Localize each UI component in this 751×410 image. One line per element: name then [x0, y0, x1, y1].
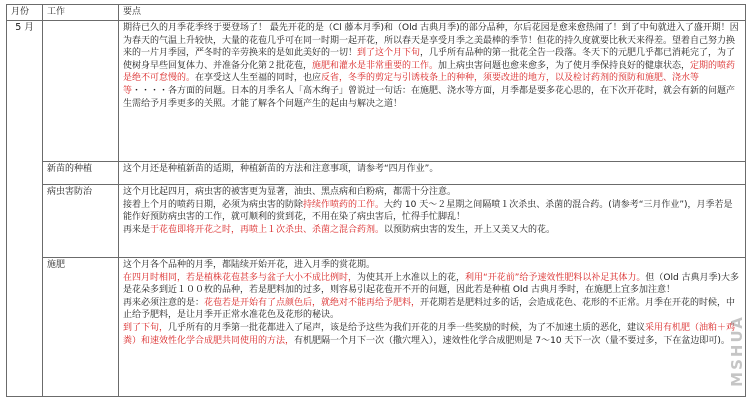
intro-row: [7, 21, 746, 162]
header-month: 月份: [7, 5, 43, 21]
body-text: 在享受这人生至福的同时，也应: [195, 73, 322, 84]
highlight-text: 在四月时相同，若是植株花苞甚多与盆子大小不成比例时，: [123, 272, 358, 283]
new-shoots-text: [119, 162, 746, 185]
care-schedule-table: [6, 4, 746, 397]
intro-text: [119, 21, 746, 162]
watermark: [722, 300, 748, 410]
pest-row: [7, 185, 746, 258]
highlight-text: 持续作喷药的工作。: [303, 199, 385, 210]
body-text: 大约 10 天～２星期之间隔喷１次杀虫、杀菌的混合药。(请参考“三月作业”)，月季若是能作好预防病虫害的工作，就可顺利的赏到花，不用在染了病虫害后，忙得手忙脚乱！: [123, 199, 733, 223]
body-text: 接着上个月的喷药日期，必须为病虫害的防除: [123, 199, 304, 210]
header-row: [7, 5, 746, 21]
body-text: 这个月各个品种的月季，都陆续开始开花，进入月季的赏花期。: [123, 260, 376, 270]
highlight-text: 定期的喷药是绝不可怠慢的。: [123, 60, 736, 84]
body-text: 加上病虫害问题也愈来愈多，为了使月季保持良好的健康状态，: [438, 60, 691, 71]
fertilize-text: [119, 258, 746, 397]
watermark-text: MSHUA: [728, 315, 746, 387]
body-text: 望着自己努力换来的一片月季园，严冬时的辛劳换来的是如此美好的一切！: [123, 35, 736, 59]
header-points: 要点: [119, 5, 746, 21]
body-text: 为使其开上水准以上的花，: [357, 272, 466, 283]
highlight-text: 施肥和灌水是非常重要的工作。: [312, 60, 439, 71]
header-work: 工作: [43, 5, 119, 21]
highlight-text: 于花苞即将开花之时，再喷上１次杀虫、杀菌之混合药剂。: [150, 224, 385, 235]
body-text: 几乎所有的月季第一批花都进入了尾声，该是给予这些为我们开花的月季一些奖励的时候，为了不加速土质的恶化，建议: [168, 322, 646, 333]
body-text: 开花期若是肥料过多的话，会造成花色、花形的不正常。月季在开花的时候，中止给予肥料，是让月季开正常水准花色及花形的秘诀。: [123, 297, 736, 321]
body-text: 以预防病虫害的发生，开上又美又大的花。: [384, 224, 556, 235]
body-text: 这个月还是种植新苗的适期，种植新苗的方法和注意事项，请参考“四月作业”。: [123, 164, 439, 174]
body-text: 再来必须注意的是：: [123, 297, 205, 308]
fertilize-row: [7, 258, 746, 397]
new-shoots-row: [7, 162, 746, 185]
highlight-text: 反省，冬季的剪定与引诱枝条上的种种，须要改进的地方，以及检讨药剂的预防和施肥、浇水等等: [123, 73, 700, 96]
month-cell: 5 月: [7, 21, 43, 397]
work-new-shoots: 新苗的种植: [43, 162, 119, 185]
work-pest-control: 病虫害防治: [43, 185, 119, 258]
highlight-text: 到了下旬，: [123, 322, 169, 333]
body-text: 这个月比起四月，病虫害的被害更为显著，油虫、黑点病和白粉病，都需十分注意。: [123, 187, 457, 197]
pest-text: [119, 185, 746, 258]
highlight-text: 到了这个月下旬: [357, 48, 421, 59]
body-text: ・・・・各方面的问题。日本的月季名人「高木绚子」曾说过一句话：在施肥、浇水等方面，月季都是要多花心思的，在下次开花时，就会有新的问题产生需给予月季更多的关照。才能了解各个问题产生的起由与解决之道！: [123, 85, 736, 109]
highlight-text: 采用有机肥（油粕＋鸡粪）和速效性化学合成肥共同使用的方法，: [123, 322, 736, 346]
work-fertilize: 施肥: [43, 258, 119, 397]
highlight-text: 利用“开花前”给予速效性肥料以补足其体力。: [465, 272, 646, 283]
body-text: 有机肥隔一个月下一次（撒穴埋入），速效性化学合成肥则是 7～10 天下一次（量不要过多，下在盆边即可)。: [294, 335, 730, 346]
body-text: ，几乎所有品种的第一批花全告一段落。冬天下的元肥几乎都已消耗完了，为了使树身早些回复体力、并准备分化第２批花苞，: [123, 48, 736, 71]
intro-work-cell: [43, 21, 119, 162]
highlight-text: 花苞若是开始有了点颜色后，就绝对不能再给予肥料，: [204, 297, 421, 308]
body-text: 期待已久的月季花季终于要登场了！ 最先开花的是（Cl 藤本月季)和（Old 古典月季)的部分品种，尔后花园是愈来愈热闹了！到了中旬就进入了盛开期！因为春天的气温上升较快，大量的花苞几乎可在同一时期一起开花，所以春天是享受月季之美最棒的季节！但花的持久度就要比秋天来得差。: [123, 23, 739, 46]
body-text: 但（Old 古典月季)大多是花朵多到近１００枚的品种，若是肥料加的过多，则容易引起花苞开不开的问题，因此若是种植 Old 古典月季时，在施肥上宜多加注意！: [123, 272, 740, 296]
body-text: 再来是: [123, 224, 151, 235]
